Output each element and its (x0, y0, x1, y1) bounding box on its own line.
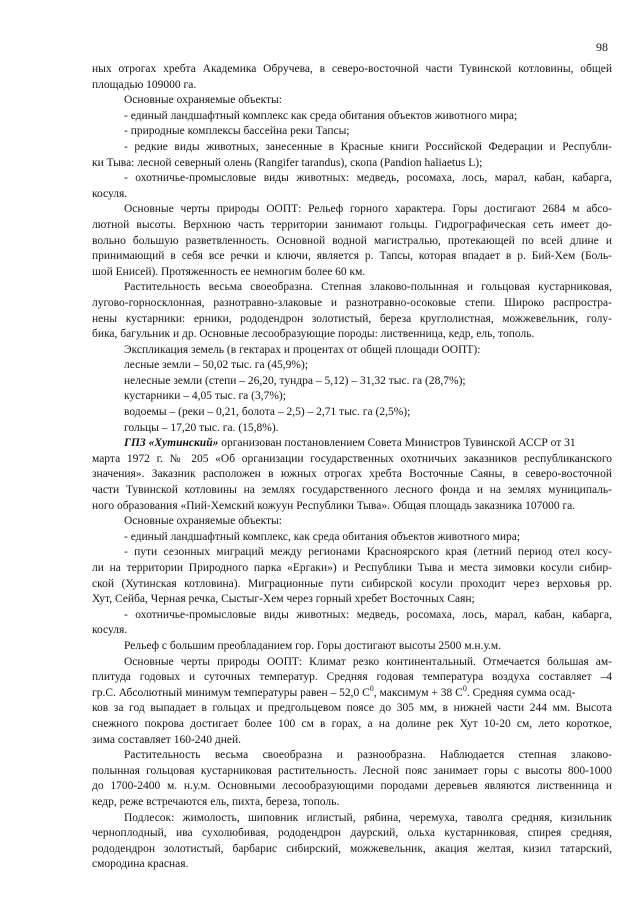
text-line: ков за год выпадает в гольцах и предгольцевом поясе до 305 мм, в нижней части 244 мм. Высота (92, 702, 612, 715)
text-line: ных отрогах хребта Академика Обручева, в северо-восточной части Тувинской котловины, общей (92, 63, 612, 75)
text-line: кустарники – 4,05 тыс. га (3,7%); (124, 390, 286, 403)
text-line: Рельеф с большим преобладанием гор. Горы достигают высоты 2500 м.н.у.м. (124, 639, 502, 652)
text-line: Основные охраняемые объекты: (124, 515, 282, 528)
text-line: площадью 109000 га. (92, 78, 197, 91)
text-line: - пути сезонных миграций между регионами Красноярского края (летний период отел косу- (124, 546, 612, 559)
text-line: - единый ландшафтный комплекс, как среда обитания объектов животного мира; (124, 530, 521, 543)
text-line (92, 683, 612, 702)
text-line: шой Енисей). Протяженность ее немногим более 60 км. (92, 265, 366, 278)
document-body (92, 62, 612, 873)
text-line: до 1700-2400 м. н.у.м. Основными лесообразующими породами деревьев являются лиственница и (92, 780, 612, 793)
text-line: Основные черты природы ООПТ: Рельеф горного характера. Горы достигают 2684 м абсо- (124, 203, 612, 216)
text-line: косуля. (92, 187, 128, 200)
text-line: кедр, реже встречаются ель, пихта, береза, тополь. (92, 795, 340, 808)
text-line: ской (Хутинская котловина). Миграционные пути сибирской косули проходит через верховья рр. (92, 577, 612, 590)
text-line: - природные комплексы бассейна реки Тапсы; (124, 125, 350, 138)
text-line: рододендрон золотистый, барбарис сибирский, можжевельник, акация желтая, кизил татарский, (92, 842, 612, 855)
text-fragment: гр.С. Абсолютный минимум температуры равен – 52,0 С (92, 686, 370, 699)
text-fragment: . Средняя сумма осад- (466, 686, 576, 699)
text-line: ки Тыва: лесной северный олень (Rangifer tarandus), скопа (Pandion haliaetus L); (92, 156, 483, 169)
text-line: черноплодный, ива сухолюбивая, рододендрон даурский, ольха кустарниковая, спирея средняя, (92, 827, 612, 840)
text-line: смородина красная. (92, 858, 189, 871)
text-line: зима составляет 160-240 дней. (92, 733, 242, 746)
text-line: принимающий в себя все речки и ключи, является р. Тапсы, которая впадает в р. Бий-Хем (Боль- (92, 250, 612, 263)
text-line: лютной высоты. Верхнюю часть территории занимают гольцы. Гидрографическая сеть имеет до- (92, 218, 612, 231)
reserve-heading: ГПЗ «Хутинский» (124, 437, 219, 450)
superscript: 0 (369, 683, 374, 693)
text-line: - охотничье-промысловые виды животных: медведь, росомаха, лось, марал, кабан, кабарга, (124, 608, 612, 621)
text-line: - единый ландшафтный комплекс как среда обитания объектов животного мира; (124, 109, 518, 122)
text-line: нелесные земли (степи – 26,20, тундра – 5,12) – 31,32 тыс. га (28,7%); (124, 374, 466, 387)
text-line: нены кустарники: ерники, рододендрон золотистый, береза круглолистная, можжевельник, голу- (92, 312, 612, 325)
text-fragment: организован постановлением Совета Министров Тувинской АССР от 31 (218, 437, 576, 450)
superscript: 0 (462, 683, 467, 693)
text-line: лесные земли – 50,02 тыс. га (45,9%); (124, 359, 309, 372)
text-fragment: , максимум + 38 С (373, 686, 463, 699)
text-line: - охотничье-промысловые виды животных: медведь, росомаха, лось, марал, кабан, кабарга, (124, 172, 612, 185)
text-line: марта 1972 г. № 205 «Об организации государственных охотничьих заказников республиканского (92, 452, 612, 465)
text-line: Растительность весьма своеобразна. Степная злаково-полынная и гольцовая кустарниковая, (124, 281, 612, 294)
text-line: - редкие виды животных, занесенные в Красные книги Российской Федерации и Республи- (124, 140, 612, 153)
text-line: Хут, Сейба, Черная речка, Сыстыг-Хем через горный хребет Восточных Саян; (92, 593, 475, 606)
text-line: плитуда годовых и суточных температур. Средняя годовая температура воздуха составляет –4 (92, 671, 612, 684)
text-line: косуля. (92, 624, 128, 637)
text-line: Экспликация земель (в гектарах и процентах от общей площади ООПТ): (124, 343, 481, 356)
text-line: значения». Заказник расположен в южных отрогах хребта Восточные Саяны, в северо-восточной (92, 468, 612, 481)
text-line: гольцы – 17,20 тыс. га. (15,8%). (124, 421, 279, 434)
page-number: 98 (596, 40, 608, 54)
text-line: Растительность весьма своеобразна и разнообразна. Наблюдается степная злаково- (124, 749, 612, 762)
text-line: водоемы – (реки – 0,21, болота – 2,5) – 2,71 тыс. га (2,5%); (124, 406, 411, 419)
text-line: вольно большую разветвленность. Основной водной магистралью, протекающей по всей длине и (92, 234, 612, 247)
text-line: Основные черты природы ООПТ: Климат резко континентальный. Отмечается большая ам- (124, 655, 612, 668)
text-line: снежного покрова достигает более 100 см в горах, а на долине рек Хут 10-20 см, лето короткое, (92, 717, 612, 730)
text-line: части Тувинской котловины на землях государственного лесного фонда и на землях муниципаль- (92, 484, 612, 497)
text-line (92, 436, 612, 452)
text-line: бика, багульник и др. Основные лесообразующие породы: лиственница, кедр, ель, тополь. (92, 328, 535, 341)
text-line: ли на территории Природного парка «Ергаки») и Республики Тыва и места зимовки косули сибир- (92, 562, 612, 574)
text-line: Подлесок: жимолость, шиповник иглистый, рябина, черемуха, таволга средняя, кизильник (124, 811, 612, 824)
text-line: лугово-горносклонная, разнотравно-злаковые и разнотравно-осоковые степи. Широко распростра- (92, 296, 612, 309)
text-line: Основные охраняемые объекты: (124, 94, 282, 107)
text-line: полынная гольцовая кустарниковая растительность. Лесной пояс занимает горы с высоты 800-1000 (92, 764, 612, 777)
text-line: ного образования «Пий-Хемский кожуун Республики Тыва». Общая площадь заказника 107000 га. (92, 499, 576, 512)
